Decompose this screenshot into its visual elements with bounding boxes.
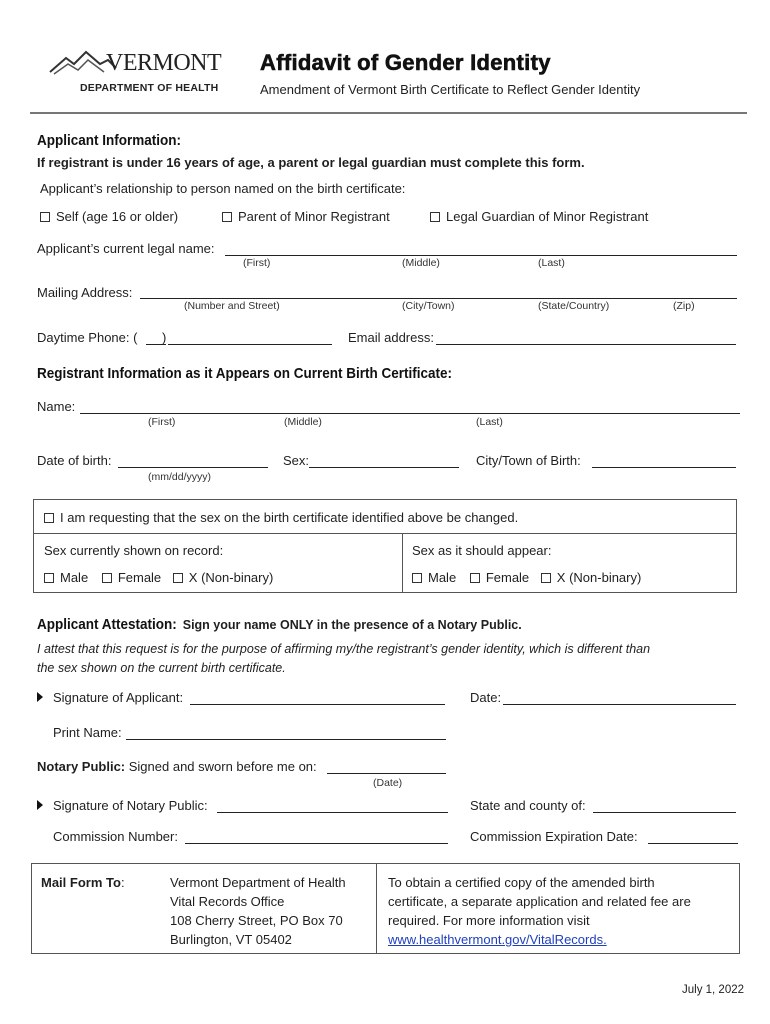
addr-city-caption: (City/Town) — [402, 300, 455, 312]
mail-label-colon: : — [120, 875, 125, 890]
current-sex-label: Sex currently shown on record: — [44, 543, 224, 558]
commission-number-label: Commission Number: — [53, 829, 178, 844]
print-name-field[interactable] — [126, 739, 446, 740]
option-label: Female — [117, 570, 162, 585]
checkbox-icon — [40, 212, 50, 222]
should-nonbinary-checkbox[interactable] — [541, 570, 642, 585]
current-sex-options — [44, 570, 273, 585]
sex-label: Sex: — [283, 453, 310, 468]
phone-field[interactable] — [168, 344, 332, 345]
date-field[interactable] — [503, 704, 736, 705]
box-col-divider — [402, 533, 403, 592]
addr-zip-caption: (Zip) — [673, 300, 695, 312]
registrant-first-caption: (First) — [148, 416, 176, 428]
commission-exp-label: Commission Expiration Date: — [470, 829, 638, 844]
legal-name-label: Applicant’s current legal name: — [37, 241, 215, 256]
email-label: Email address: — [348, 330, 434, 345]
dob-label: Date of birth: — [37, 453, 112, 468]
vermont-logo — [48, 48, 223, 98]
checkbox-icon — [44, 573, 54, 583]
mail-address-4: Burlington, VT 05402 — [170, 932, 292, 947]
request-checkbox[interactable] — [44, 510, 518, 525]
registrant-name-field[interactable] — [80, 413, 740, 414]
option-label: X (Non-binary) — [188, 570, 274, 585]
checkbox-guardian[interactable] — [430, 209, 648, 224]
attestation-text-1: I attest that this request is for the purpose of affirming my/the registrant’s gender identity, which is different than — [37, 642, 651, 656]
arrow-right-icon — [37, 800, 43, 810]
registrant-name-label: Name: — [37, 399, 76, 414]
current-female-checkbox[interactable] — [102, 570, 161, 585]
mail-box — [31, 863, 740, 954]
legal-name-field[interactable] — [225, 255, 737, 256]
attestation-heading: Applicant Attestation: — [37, 616, 177, 633]
sex-change-box — [33, 499, 737, 593]
commission-number-field[interactable] — [185, 843, 448, 844]
applicant-heading: Applicant Information: — [37, 132, 181, 149]
addr-state-caption: (State/Country) — [538, 300, 610, 312]
attestation-note: Sign your name ONLY in the presence of a Notary Public. — [182, 618, 522, 632]
checkbox-self[interactable] — [40, 209, 178, 224]
mail-label-row — [41, 875, 125, 890]
info-line-2: certificate, a separate application and related fee are — [388, 894, 691, 909]
current-male-checkbox[interactable] — [44, 570, 88, 585]
phone-label: Daytime Phone: ( — [37, 330, 138, 345]
checkbox-icon — [44, 513, 54, 523]
info-line-3: required. For more information visit — [388, 913, 590, 928]
option-label: Female — [485, 570, 530, 585]
option-parent-label: Parent of Minor Registrant — [238, 209, 390, 224]
registrant-middle-caption: (Middle) — [284, 416, 322, 428]
should-sex-options — [412, 570, 641, 585]
option-self-label: Self (age 16 or older) — [56, 209, 179, 224]
legal-name-middle-caption: (Middle) — [402, 257, 440, 269]
state-county-label: State and county of: — [470, 798, 586, 813]
sig-notary-field[interactable] — [217, 812, 448, 813]
dob-field[interactable] — [118, 467, 268, 468]
legal-name-last-caption: (Last) — [538, 257, 565, 269]
option-label: Male — [428, 570, 457, 585]
sig-notary-label: Signature of Notary Public: — [53, 798, 208, 813]
checkbox-icon — [102, 573, 112, 583]
logo-subtext: DEPARTMENT OF HEALTH — [80, 82, 219, 94]
option-guardian-label: Legal Guardian of Minor Registrant — [446, 209, 649, 224]
mail-address-1: Vermont Department of Health — [170, 875, 346, 890]
date-label: Date: — [470, 690, 502, 705]
footer-date: July 1, 2022 — [682, 984, 745, 996]
mail-address-3: 108 Cherry Street, PO Box 70 — [170, 913, 343, 928]
should-female-checkbox[interactable] — [470, 570, 529, 585]
relationship-label: Applicant’s relationship to person named on the birth certificate: — [40, 181, 406, 196]
checkbox-icon — [541, 573, 551, 583]
vital-records-link[interactable]: www.healthvermont.gov/VitalRecords. — [388, 932, 607, 947]
checkbox-icon — [173, 573, 183, 583]
checkbox-icon — [470, 573, 480, 583]
logo-text: VERMONT — [106, 50, 222, 76]
legal-name-first-caption: (First) — [243, 257, 271, 269]
notary-date-caption: (Date) — [373, 777, 403, 789]
sex-field[interactable] — [309, 467, 459, 468]
page-subtitle: Amendment of Vermont Birth Certificate to Reflect Gender Identity — [260, 82, 641, 97]
sig-notary-row — [37, 798, 208, 813]
registrant-last-caption: (Last) — [476, 416, 503, 428]
phone-close: ) — [162, 330, 167, 345]
option-label: X (Non-binary) — [556, 570, 642, 585]
page-title: Affidavit of Gender Identity — [260, 50, 551, 75]
registrant-heading: Registrant Information as it Appears on Current Birth Certificate: — [37, 365, 453, 382]
header-divider — [30, 112, 747, 114]
sig-applicant-label: Signature of Applicant: — [53, 690, 184, 705]
mail-address-2: Vital Records Office — [170, 894, 285, 909]
sig-applicant-field[interactable] — [190, 704, 445, 705]
print-name-label: Print Name: — [53, 725, 122, 740]
mailing-address-label: Mailing Address: — [37, 285, 133, 300]
box-row-divider — [34, 533, 736, 534]
state-county-field[interactable] — [593, 812, 736, 813]
city-birth-label: City/Town of Birth: — [476, 453, 581, 468]
applicant-note: If registrant is under 16 years of age, a parent or legal guardian must complete this form. — [37, 155, 585, 170]
mailing-address-field[interactable] — [140, 298, 737, 299]
checkbox-icon — [430, 212, 440, 222]
dob-format-caption: (mm/dd/yyyy) — [148, 471, 211, 483]
mail-label: Mail Form To — [41, 875, 121, 890]
checkbox-parent[interactable] — [222, 209, 390, 224]
notary-bold-label: Notary Public: — [37, 759, 126, 774]
attestation-text-2: the sex shown on the current birth certificate. — [37, 661, 286, 675]
notary-date-field[interactable] — [327, 773, 446, 774]
arrow-right-icon — [37, 692, 43, 702]
commission-exp-field[interactable] — [648, 843, 738, 844]
attestation-heading-row — [37, 616, 522, 634]
addr-street-caption: (Number and Street) — [184, 300, 280, 312]
notary-row — [37, 759, 317, 774]
sig-applicant-row — [37, 690, 183, 705]
info-line-1: To obtain a certified copy of the amended birth — [388, 875, 655, 890]
notary-text: Signed and sworn before me on: — [128, 759, 317, 774]
city-birth-field[interactable] — [592, 467, 736, 468]
option-label: Male — [60, 570, 89, 585]
checkbox-icon — [222, 212, 232, 222]
should-sex-label: Sex as it should appear: — [412, 543, 552, 558]
checkbox-icon — [412, 573, 422, 583]
current-nonbinary-checkbox[interactable] — [173, 570, 274, 585]
request-label: I am requesting that the sex on the birth certificate identified above be changed. — [60, 510, 519, 525]
should-male-checkbox[interactable] — [412, 570, 456, 585]
mail-col-divider — [376, 864, 377, 953]
email-field[interactable] — [436, 344, 736, 345]
